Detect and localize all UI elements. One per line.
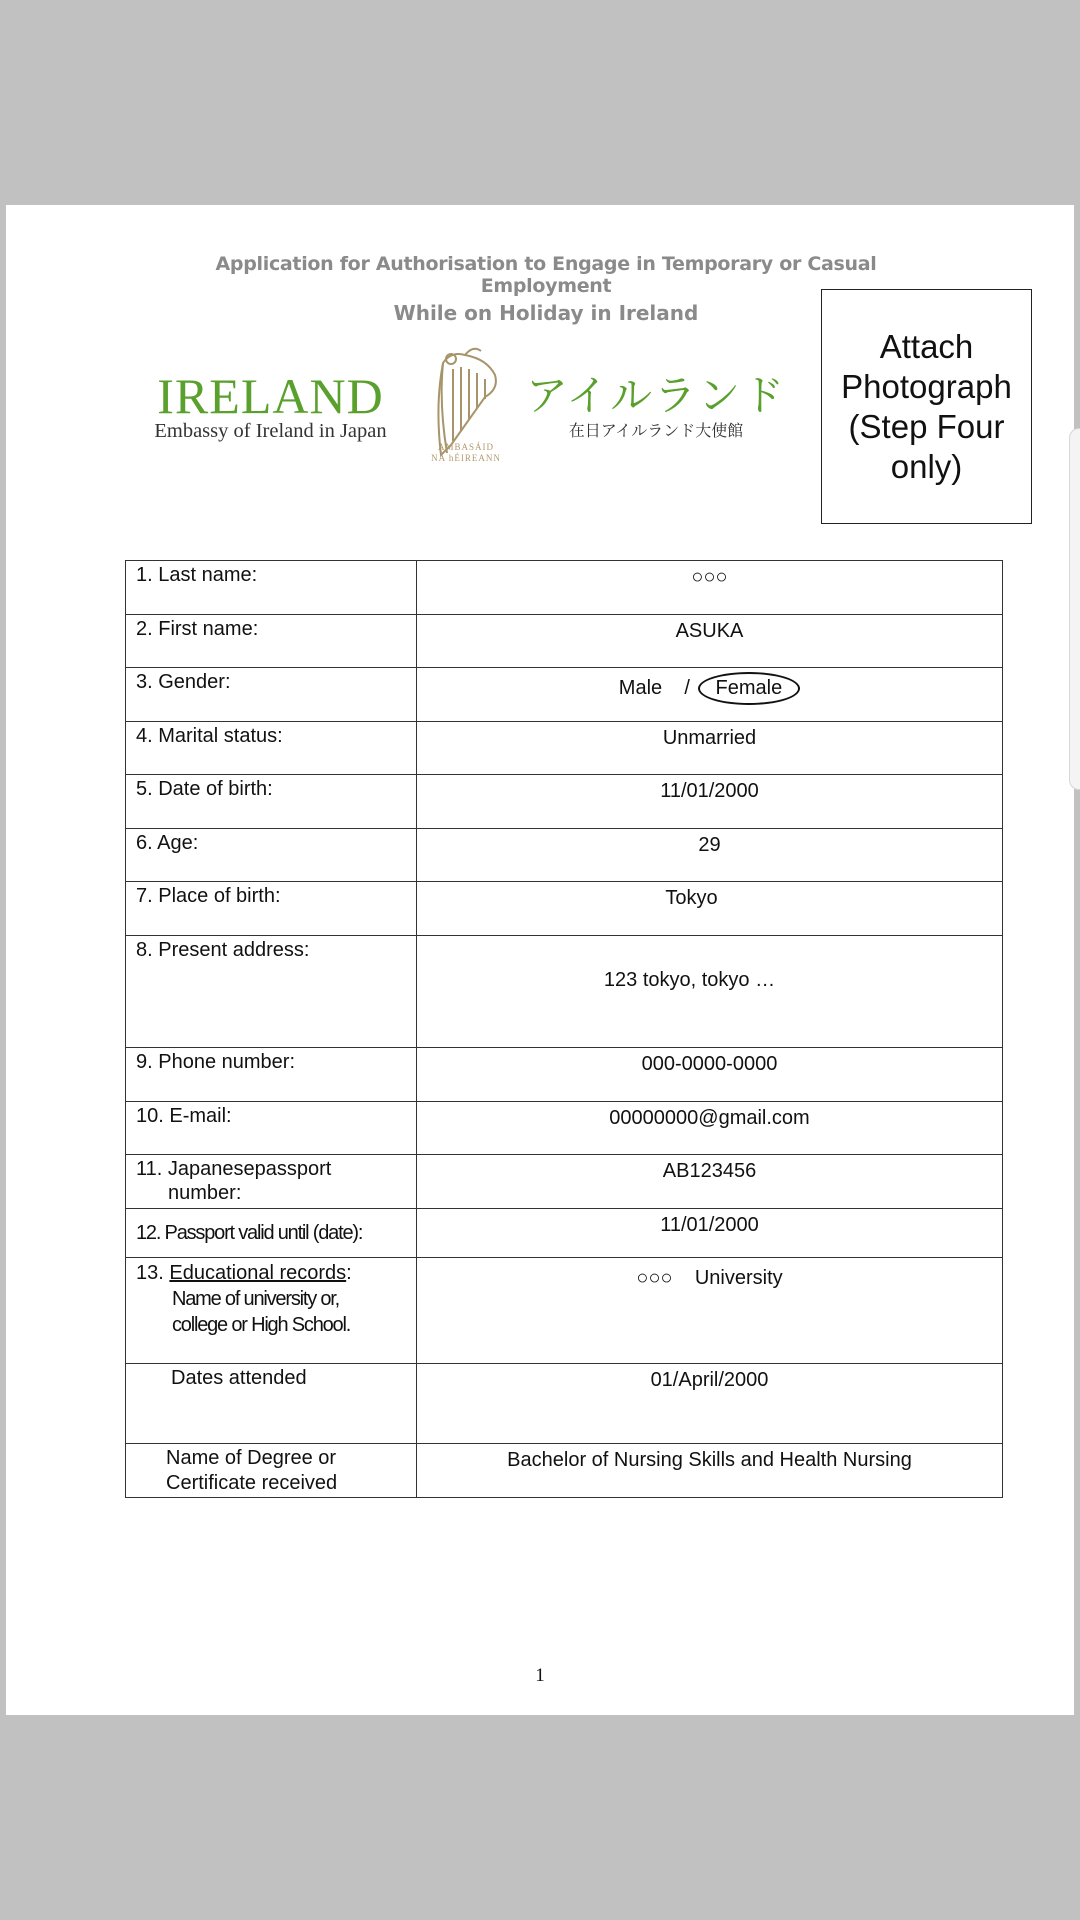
passport-valid-label: 12. Passport valid until (date): xyxy=(126,1209,417,1258)
logo-embassy-text: Embassy of Ireland in Japan xyxy=(154,420,387,442)
table-row xyxy=(126,1048,1003,1102)
table-row xyxy=(126,561,1003,615)
table-row xyxy=(126,615,1003,668)
heading-line-1: Application for Authorisation to Engage in Temporary or Casual Employment xyxy=(215,253,877,297)
table-row xyxy=(126,1258,1003,1364)
gender-value xyxy=(417,668,1003,722)
table-row xyxy=(126,1102,1003,1155)
harp-caption-line-1: AMBASÁID xyxy=(437,442,494,452)
last-name-value: ○○○ xyxy=(417,561,1003,615)
heading-line-2: While on Holiday in Ireland xyxy=(393,301,699,325)
table-row xyxy=(126,1209,1003,1258)
edu-label-colon: : xyxy=(346,1262,352,1284)
edu-label-number: 13. xyxy=(136,1262,164,1284)
degree-label-line-2: Certificate received xyxy=(166,1472,338,1494)
degree-label xyxy=(126,1444,417,1498)
table-row xyxy=(126,1155,1003,1209)
email-value: 00000000@gmail.com xyxy=(417,1102,1003,1155)
gender-separator: / xyxy=(684,677,690,699)
edu-value-prefix: ○○○ xyxy=(636,1267,673,1289)
degree-value: Bachelor of Nursing Skills and Health Nursing xyxy=(417,1444,1003,1498)
edu-label-sub-1: Name of university or, xyxy=(172,1288,340,1310)
table-row xyxy=(126,722,1003,775)
educational-records-value xyxy=(417,1258,1003,1364)
dates-attended-value: 01/April/2000 xyxy=(417,1364,1003,1444)
photo-box-text: Attach Photograph (Step Four only) xyxy=(841,327,1012,485)
table-row xyxy=(126,668,1003,722)
place-of-birth-value: Tokyo xyxy=(417,882,1003,936)
marital-status-value: Unmarried xyxy=(417,722,1003,775)
passport-number-label-line-1: 11. Japanesepassport xyxy=(136,1158,332,1180)
table-row xyxy=(126,936,1003,1048)
present-address-value: 123 tokyo, tokyo … xyxy=(417,936,1003,1048)
first-name-value: ASUKA xyxy=(417,615,1003,668)
embassy-logo-english xyxy=(128,370,413,443)
educational-records-label xyxy=(126,1258,417,1364)
document-page xyxy=(6,205,1074,1715)
age-value: 29 xyxy=(417,829,1003,882)
harp-caption xyxy=(416,442,516,464)
page-number: 1 xyxy=(535,1665,545,1686)
gender-option-female-circled: Female xyxy=(698,672,801,705)
phone-number-value: 000-0000-0000 xyxy=(417,1048,1003,1102)
logo-ireland-text: IRELAND xyxy=(157,368,384,424)
edu-label-title: Educational records xyxy=(169,1262,347,1284)
degree-label-line-1: Name of Degree or xyxy=(166,1447,337,1469)
embassy-logo-japanese xyxy=(521,370,791,441)
form-heading xyxy=(156,253,936,325)
phone-number-label: 9. Phone number: xyxy=(126,1048,417,1102)
last-name-label: 1. Last name: xyxy=(126,561,417,615)
age-label: 6. Age: xyxy=(126,829,417,882)
logo-jp-title: アイルランド xyxy=(525,371,787,420)
email-label: 10. E-mail: xyxy=(126,1102,417,1155)
photo-attachment-box xyxy=(821,289,1032,524)
harp-caption-line-2: NA hÉIREANN xyxy=(431,453,501,463)
present-address-label: 8. Present address: xyxy=(126,936,417,1048)
date-of-birth-label: 5. Date of birth: xyxy=(126,775,417,829)
table-row xyxy=(126,775,1003,829)
passport-number-label-line-2: number: xyxy=(168,1182,242,1204)
logo-jp-subtitle: 在日アイルランド大使館 xyxy=(568,421,744,440)
first-name-label: 2. First name: xyxy=(126,615,417,668)
dates-attended-label: Dates attended xyxy=(126,1364,417,1444)
passport-valid-value: 11/01/2000 xyxy=(417,1209,1003,1258)
application-form-table xyxy=(125,560,1003,1498)
table-row xyxy=(126,829,1003,882)
date-of-birth-value: 11/01/2000 xyxy=(417,775,1003,829)
passport-number-value: AB123456 xyxy=(417,1155,1003,1209)
place-of-birth-label: 7. Place of birth: xyxy=(126,882,417,936)
table-row xyxy=(126,1364,1003,1444)
marital-status-label: 4. Marital status: xyxy=(126,722,417,775)
passport-number-label xyxy=(126,1155,417,1209)
scroll-handle[interactable] xyxy=(1069,428,1080,790)
table-row xyxy=(126,882,1003,936)
edu-label-sub-2: college or High School. xyxy=(172,1314,351,1336)
gender-label: 3. Gender: xyxy=(126,668,417,722)
table-row xyxy=(126,1444,1003,1498)
edu-value-name: University xyxy=(694,1267,783,1289)
gender-option-male: Male xyxy=(618,677,663,699)
